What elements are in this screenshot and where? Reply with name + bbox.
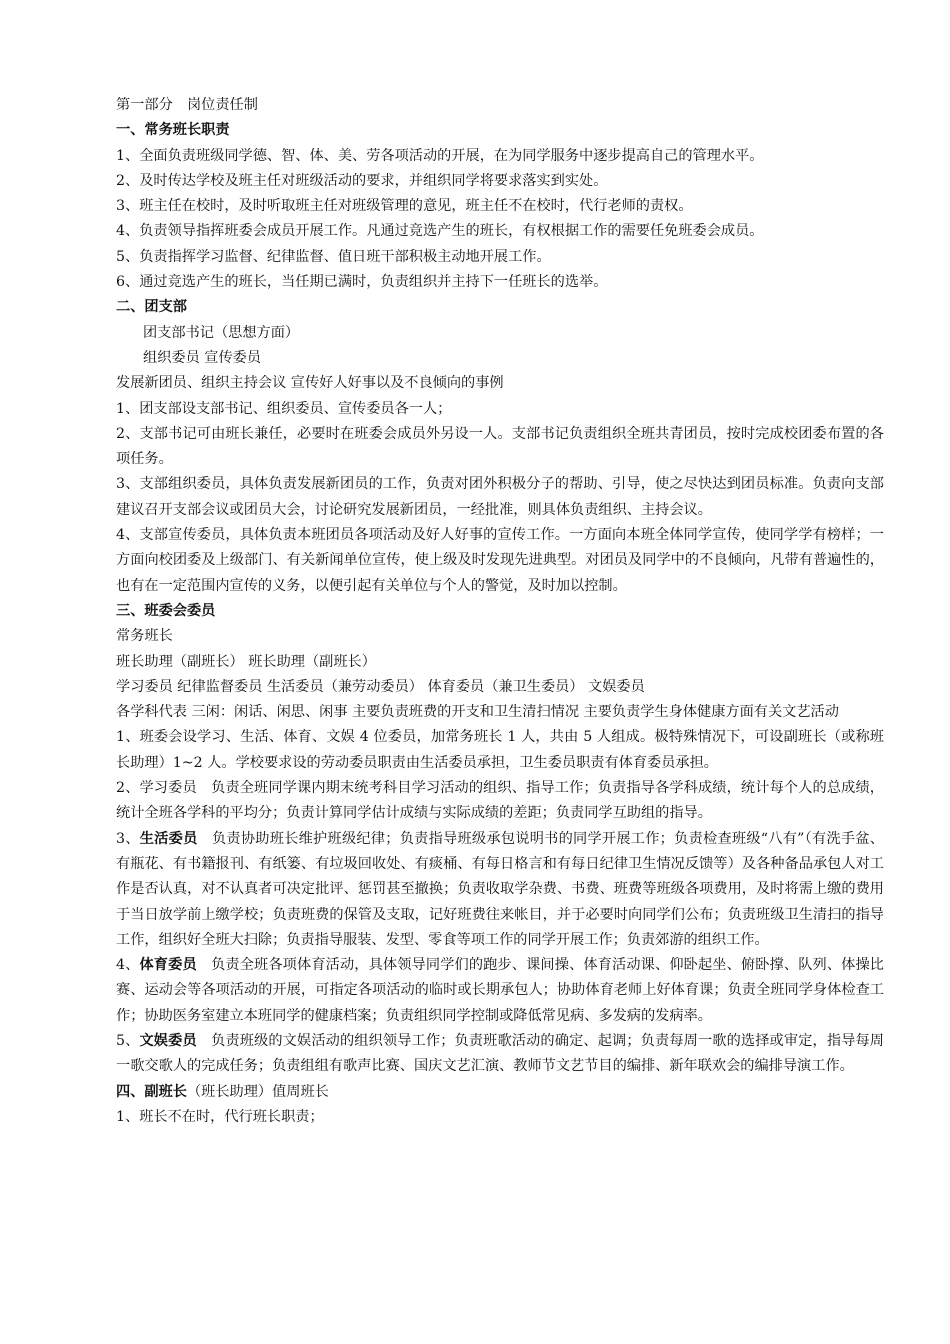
list-item [116,827,884,953]
org-line: 团支部书记（思想方面） [143,324,300,341]
list-item: 2、学习委员 负责全班同学课内期末统考科目学习活动的组织、指导工作；负责指导各学科成绩，统计每个人的总成绩，统计全班各学科的平均分；负责计算同学估计成绩与实际成绩的差距；负责同学互助组的指导。 [116,780,884,822]
list-item: 4、负责领导指挥班委会成员开展工作。凡通过竞选产生的班长，有权根据工作的需要任免班委会成员。 [116,223,764,240]
heading-rest: （班长助理）值周班长 [186,1083,329,1100]
org-line: 学习委员 纪律监督委员 生活委员（兼劳动委员） 体育委员（兼卫生委员） 文娱委员 [116,678,645,695]
list-item: 1、班长不在时，代行班长职责； [116,1108,324,1125]
list-item: 6、通过竞选产生的班长，当任期已满时，负责组织并主持下一任班长的选举。 [116,274,608,291]
org-line: 组织委员 宣传委员 [143,349,262,366]
section-heading-vice-monitor [116,1080,884,1105]
org-line: 各学科代表 三闲：闲话、闲思、闲事 主要负责班费的开支和卫生清扫情况 主要负责学生身体健康方面有关文艺活动 [116,704,839,721]
org-line: 常务班长 [116,628,173,645]
org-line: 发展新团员、组织主持会议 宣传好人好事以及不良倾向的事例 [116,375,504,392]
list-item: 4、支部宣传委员，具体负责本班团员各项活动及好人好事的宣传工作。一方面向本班全体同学宣传，使同学学有榜样；一方面向校团委及上级部门、有关新闻单位宣传，使上级及时发现先进典型。对团员及同学中的不良倾向，凡带有普遍性的，也有在一定范围内宣传的义务，以便引起有关单位与个人的警觉，及时加以控制。 [116,527,884,594]
item-body: 负责班级的文娱活动的组织领导工作；负责班歌活动的确定、起调；负责每周一歌的选择或审定，指导每周一歌交歌人的完成任务；负责组组有歌声比赛、国庆文艺汇演、教师节文艺节目的编排、新年联欢会的编排导演工作。 [116,1032,884,1075]
item-body: 负责协助班长维护班级纪律；负责指导班级承包说明书的同学开展工作；负责检查班级“八有”（有洗手盆、有瓶花、有书籍报刊、有纸篓、有垃圾回收处、有痰桶、有每日格言和有每日纪律卫生情况反馈等）及各种备品承包人对工作是否认真，对不认真者可决定批评、惩罚甚至撤换；负责收取学杂费、书费、班费等班级各项费用，及时将需上缴的费用于当日放学前上缴学校；负责班费的保管及支取，记好班费往来帐目，并于必要时向同学们公布；负责班级卫生清扫的指导工作，组织好全班大扫除；负责指导服装、发型、零食等项工作的同学开展工作；负责郊游的组织工作。 [116,830,884,948]
role-title: 生活委员 [139,830,198,847]
list-item [116,1029,884,1080]
item-number: 5、 [116,1032,140,1049]
list-item: 1、全面负责班级同学德、智、体、美、劳各项活动的开展，在为同学服务中逐步提高自己的管理水平。 [116,147,764,164]
part-title: 第一部分 岗位责任制 [116,97,258,113]
list-item: 1、班委会设学习、生活、体育、文娱 4 位委员，加常务班长 1 人，共由 5 人组成。极特殊情况下，可设副班长（或称班长助理）1~2 人。学校要求设的劳动委员职责由生活委员承担，卫生委员职责有体育委员承担。 [116,729,884,771]
item-number: 4、 [116,957,140,974]
list-item: 3、支部组织委员，具体负责发展新团员的工作，负责对团外积极分子的帮助、引导，使之尽快达到团员标准。负责向支部建议召开支部会议或团员大会，讨论研究发展新团员，一经批准，则具体负责组织、主持会议。 [116,476,884,518]
list-item: 3、班主任在校时，及时听取班主任对班级管理的意见，班主任不在校时，代行老师的责权。 [116,198,693,215]
item-number: 3、 [116,830,140,847]
section-heading-monitor: 一、常务班长职责 [116,122,230,139]
heading-bold: 四、副班长 [116,1083,187,1100]
list-item: 1、团支部设支部书记、组织委员、宣传委员各一人； [116,400,452,417]
org-line: 班长助理（副班长） 班长助理（副班长） [116,653,376,670]
document-page [116,93,884,1130]
role-title: 文娱委员 [139,1032,197,1049]
list-item: 5、负责指挥学习监督、纪律监督、值日班干部积极主动地开展工作。 [116,248,551,265]
list-item [116,953,884,1029]
section-heading-class-committee: 三、班委会委员 [116,602,216,619]
section-heading-league-branch: 二、团支部 [116,299,187,316]
list-item: 2、支部书记可由班长兼任，必要时在班委会成员外另设一人。支部书记负责组织全班共青团员，按时完成校团委布置的各项任务。 [116,425,884,468]
role-title: 体育委员 [139,957,197,974]
list-item: 2、及时传达学校及班主任对班级活动的要求，并组织同学将要求落实到实处。 [116,172,608,189]
item-body: 负责全班各项体育活动，具体领导同学们的跑步、课间操、体育活动课、仰卧起坐、俯卧撑、队列、体操比赛、运动会等各项活动的开展，可指定各项活动的临时或长期承包人；协助体育老师上好体育课；负责全班同学身体检查工作；协助医务室建立本班同学的健康档案；负责组织同学控制或降低常见病、多发病的发病率。 [116,957,884,1024]
